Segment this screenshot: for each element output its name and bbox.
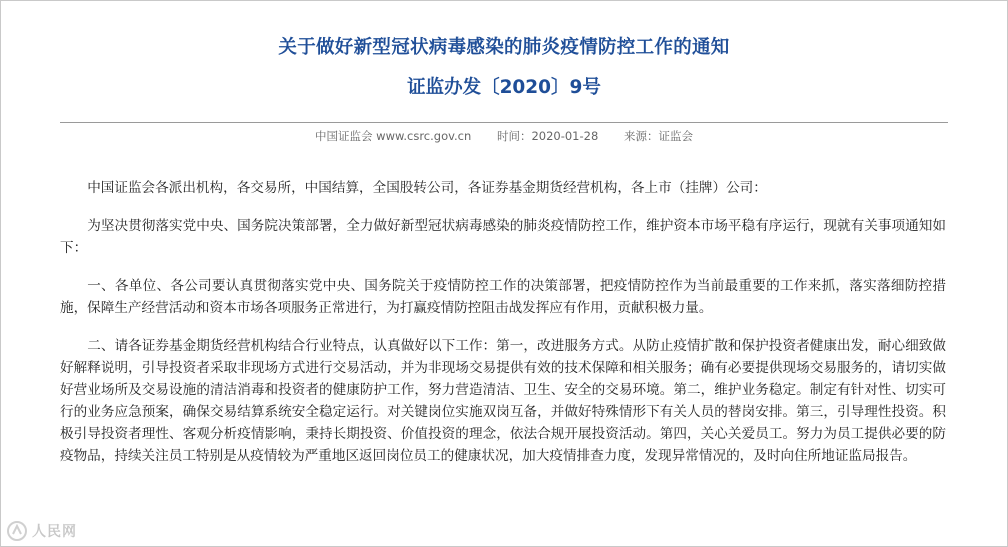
title-block <box>0 36 1008 100</box>
document-number: 证监办发〔2020〕9号 <box>407 77 601 98</box>
page-title: 关于做好新型冠状病毒感染的肺炎疫情防控工作的通知 <box>278 37 730 58</box>
paragraph-intro: 为坚决贯彻落实党中央、国务院决策部署，全力做好新型冠状病毒感染的肺炎疫情防控工作，维护资本市场平稳有序运行，现就有关事项通知如下： <box>60 218 946 256</box>
paragraph-two: 二、请各证券基金期货经营机构结合行业特点，认真做好以下工作：第一，改进服务方式。从防止疫情扩散和保护投资者健康出发，耐心细致做好解释说明，引导投资者采取非现场方式进行交易活动，并为非现场交易提供有效的技术保障和相关服务；确有必要提供现场交易服务的，请切实做好营业场所及交易设施的清洁消毒和投资者的健康防护工作，努力营造清洁、卫生、安全的交易环境。第二，维护业务稳定。制定有针对性、切实可行的业务应急预案，确保交易结算系统安全稳定运行。对关键岗位实施双岗互备，并做好特殊情形下有关人员的替岗安排。第三，引导理性投资。积极引导投资者理性、客观分析疫情影响，秉持长期投资、价值投资的理念，依法合规开展投资活动。第四，关心关爱员工。努力为员工提供必要的防疫物品，持续关注员工特别是从疫情较为严重地区返回岗位员工的健康状况，加大疫情排查力度，发现异常情况的，及时向住所地证监局报告。 <box>60 338 946 464</box>
watermark <box>6 519 77 543</box>
watermark-text: 人民网 <box>32 524 77 540</box>
article-meta <box>0 128 1008 144</box>
site-info: 中国证监会 www.csrc.gov.cn <box>315 129 472 143</box>
addressee: 中国证监会各派出机构，各交易所，中国结算，全国股转公司，各证券基金期货经营机构，各上市（挂牌）公司： <box>87 180 767 196</box>
watermark-logo-icon <box>6 520 28 542</box>
divider <box>60 122 948 123</box>
article-body <box>60 177 946 483</box>
publish-time: 时间：2020-01-28 <box>496 129 599 143</box>
source: 来源：证监会 <box>623 129 693 143</box>
paragraph-one: 一、各单位、各公司要认真贯彻落实党中央、国务院关于疫情防控工作的决策部署，把疫情防控作为当前最重要的工作来抓，落实落细防控措施，保障生产经营活动和资本市场各项服务正常进行，为打赢疫情防控阻击战发挥应有作用，贡献积极力量。 <box>60 278 946 316</box>
